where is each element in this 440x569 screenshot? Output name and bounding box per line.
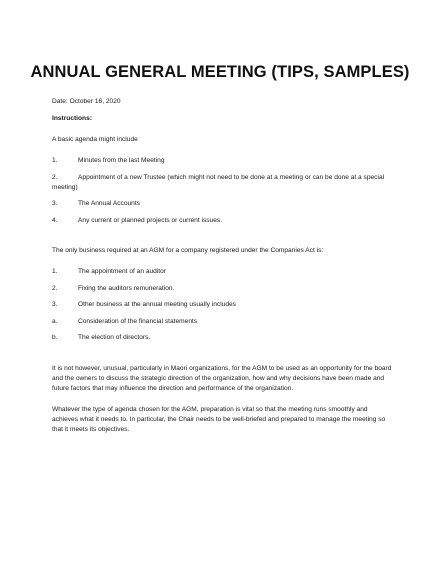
list-item [52,284,392,294]
list-number: 1. [52,268,58,275]
list-number: 2. [52,173,58,181]
list-text: The Annual Accounts [78,200,140,207]
list-item [52,156,392,166]
list-item [52,317,392,327]
list-item [52,267,392,277]
paragraph-maori: It is not however, unusual, particularly in Maori organizations, for the AGM to be used as an opportunity for the board and the owners to discuss the strategic direction of the organization, how and why decisions have been made and future factors that may influence the direction and performance of the organization. [52,364,392,392]
list-number: b. [52,334,58,341]
list-item [52,173,392,193]
instructions-heading: Instructions: [52,115,92,122]
list-text: Appointment of a new Trustee (which might not need to be done at a meeting or can be done at a special meeting) [52,173,385,191]
agenda-list [52,156,392,226]
list-text: Consideration of the financial statements [78,317,198,325]
list-number: 4. [52,216,58,224]
list-number: 1. [52,157,58,164]
list-text: Any current or planned projects or current issues. [78,216,223,224]
agenda-intro: A basic agenda might include [52,136,138,143]
agm-intro: The only business required at an AGM for a company registered under the Companies Act is: [52,247,324,254]
list-text: The election of directors. [78,334,151,341]
list-text: Minutes from the last Meeting [78,157,165,164]
list-item [52,199,392,209]
list-text: The appointment of an auditor [78,268,166,275]
list-item [52,333,392,343]
list-text: Other business at the annual meeting usually includes [78,301,236,308]
document-date: Date: October 16, 2020 [52,98,121,105]
page-title: ANNUAL GENERAL MEETING (TIPS, SAMPLES) [30,63,410,81]
list-number: 3. [52,301,58,308]
agm-business-list [52,267,392,343]
document-body [52,97,392,446]
list-number: 2. [52,284,58,292]
list-item [52,216,392,226]
list-text: Fixing the auditors remuneration. [78,284,175,292]
list-item [52,300,392,310]
list-number: 3. [52,200,58,207]
paragraph-agenda: Whatever the type of agenda chosen for the AGM, preparation is vital so that the meeting runs smoothly and achieves what it needs to. In particular, the Chair needs to be well-briefed and prepared to manage the meeting so that it meets its objectives. [52,405,386,433]
list-number: a. [52,317,58,325]
